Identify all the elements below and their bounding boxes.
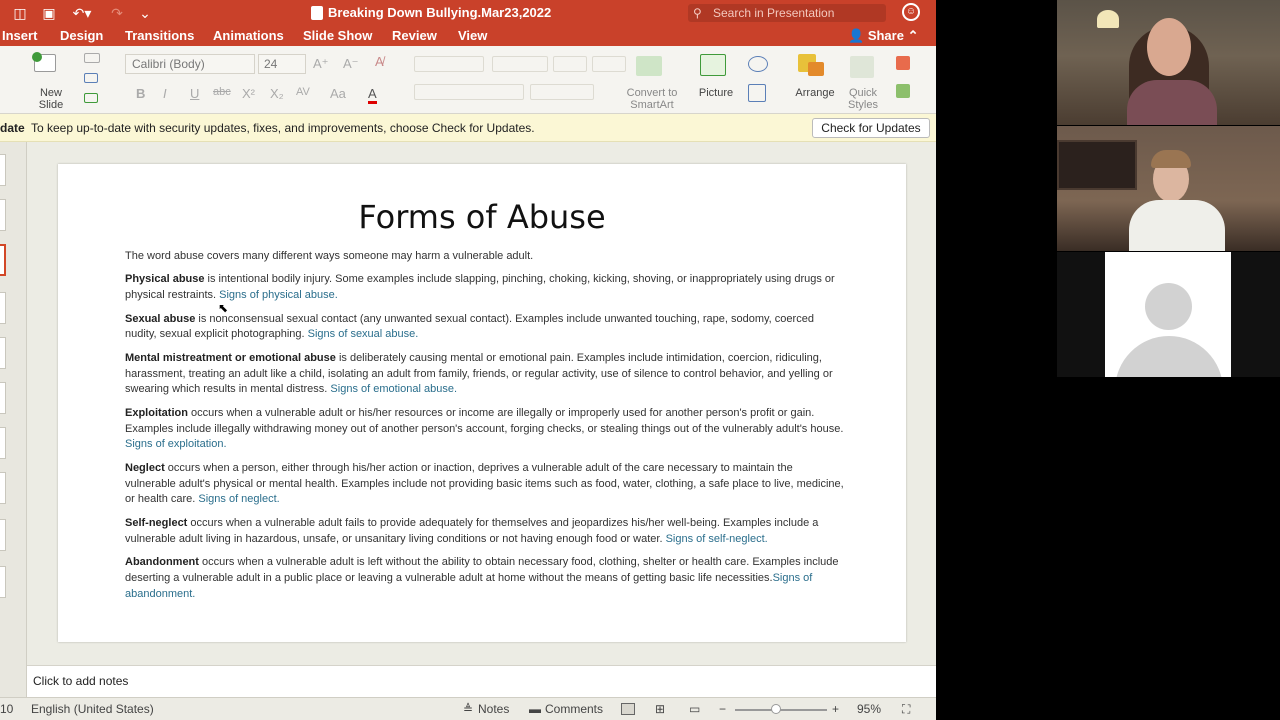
update-notification-bar [0,114,936,142]
quick-styles-button[interactable]: Quick Styles [848,87,878,111]
tab-review[interactable]: Review [392,28,437,43]
decrease-font-icon[interactable]: A⁻ [343,56,359,71]
slide-title[interactable]: Forms of Abuse [358,198,606,236]
abuse-item [125,312,845,344]
font-size-value: 24 [264,57,278,71]
text-box-icon[interactable] [748,84,766,102]
font-color-icon[interactable]: A [368,86,377,104]
reading-view-icon[interactable]: ▭ [689,702,701,716]
clear-format-icon[interactable]: A̸ [375,54,384,69]
signs-link[interactable]: Signs of exploitation. [125,438,227,451]
comments-toggle-button[interactable]: Comments [545,702,604,716]
fit-to-window-icon[interactable]: ⛶ [902,702,911,716]
add-person-icon: 👤 [848,28,865,43]
participant-video-2[interactable] [1057,126,1280,251]
abuse-description: is deliberately causing mental or emotional pain. Examples include intimidation, coercion, ridiculing, harassment, treating an adult like a child, isolating an adult from family, friends, or regular activity, use of silence to control behavior, and yelling or swearing which results in mental distress. [125,351,833,396]
font-size-select[interactable] [258,54,306,74]
abuse-term: Neglect [125,461,165,474]
abuse-term: Abandonment [125,555,199,568]
character-spacing-icon[interactable]: AV [296,86,310,98]
slide-thumbnail[interactable] [0,292,6,324]
abuse-item [125,272,845,304]
abuse-item [125,406,845,453]
font-name-value: Calibri (Body) [132,57,205,71]
slide-thumbnail[interactable] [0,472,6,504]
document-title: Breaking Down Bullying.Mar23,2022 [328,5,552,20]
bold-icon[interactable]: B [136,86,146,101]
tab-view[interactable]: View [458,28,488,43]
abuse-description: occurs when a vulnerable adult or his/her resources or income are illegally or improperly used for another person's profit or gain. Examples include illegally withdrawing money out of another person's account, forging checks, or stealing things out of the vulnerably adult's house. [125,406,844,435]
abuse-description: is intentional bodily injury. Some examples include slapping, pinching, choking, kicking, shoving, or inappropriately using drugs or physical restraints. [125,273,835,302]
normal-view-icon[interactable] [621,703,635,715]
abuse-description: is nonconsensual sexual contact (any unwanted sexual contact). Examples include unwanted touching, rape, sodomy, coerced nudity, sexual explicit photographing. [125,312,814,341]
alignment-group[interactable] [414,84,524,100]
feedback-smiley-icon[interactable]: ☺ [902,3,920,21]
slide-indicator: 10 [0,702,14,716]
slide[interactable] [58,164,906,642]
ribbon [0,46,936,114]
abuse-term: Exploitation [125,406,188,419]
signs-link[interactable]: Signs of emotional abuse. [330,383,458,396]
ribbon-tabs [0,26,936,46]
signs-link[interactable]: Signs of physical abuse. [219,289,338,302]
signs-link[interactable]: Signs of neglect. [198,493,280,506]
arrange-icon-back [808,62,824,76]
zoom-slider[interactable] [735,709,827,711]
lamp-shade [1097,10,1119,28]
abuse-term: Physical abuse [125,273,205,286]
tab-animations[interactable]: Animations [213,28,284,43]
slide-body[interactable] [125,249,845,610]
quick-styles-icon[interactable] [850,56,874,78]
participant-video-1[interactable] [1057,0,1280,125]
update-bar-label: date [0,121,25,135]
save-icon[interactable]: ▣ [42,5,56,21]
slide-thumbnail[interactable] [0,519,6,551]
zoom-in-icon[interactable]: + [832,702,840,716]
bullets-group[interactable] [414,56,484,72]
line-spacing-icon[interactable] [553,56,587,72]
participant-face [1147,18,1191,76]
avatar-placeholder [1105,252,1231,377]
share-label: Share [867,28,904,43]
slide-thumbnail[interactable] [0,382,6,414]
avatar-body-icon [1115,336,1223,377]
text-direction-group[interactable] [530,84,594,100]
notes-pane[interactable] [27,665,936,697]
document-icon [311,6,323,20]
sidebar-toggle-icon[interactable]: ◫ [13,5,27,21]
tab-transitions[interactable]: Transitions [125,28,195,43]
participant-shirt [1127,80,1217,125]
abuse-item [125,516,845,548]
participant-sweater [1129,200,1225,251]
wall-sign [1057,140,1137,190]
new-slide-button[interactable]: New Slide [38,87,64,111]
slide-thumbnail[interactable] [0,566,6,598]
abuse-term: Sexual abuse [125,312,196,325]
intro-paragraph: The word abuse covers many different ways someone may harm a vulnerable adult. [125,250,534,262]
participant-video-3[interactable] [1057,252,1280,377]
video-participants-panel [1057,0,1280,378]
shape-outline-icon[interactable] [896,84,910,98]
slide-thumbnail[interactable] [0,154,6,186]
customize-toolbar-icon[interactable]: ⌄ [139,5,151,21]
slide-thumbnail-active[interactable] [0,244,6,276]
change-case-icon[interactable]: Aa [330,86,346,101]
notes-icon: ≜ [463,702,474,716]
search-input[interactable] [688,4,886,22]
reset-icon[interactable] [84,73,98,83]
tab-slide-show[interactable]: Slide Show [303,28,373,43]
signs-link[interactable]: Signs of abandonment. [125,571,813,600]
shape-fill-icon[interactable] [896,56,910,70]
columns-icon[interactable] [592,56,626,72]
redo-icon[interactable]: ↷ [111,5,123,21]
smartart-icon[interactable] [636,56,662,76]
share-button[interactable] [848,28,918,44]
picture-icon[interactable] [700,54,726,76]
collapse-ribbon-icon[interactable]: ⌃ [907,28,919,43]
zoom-slider-handle[interactable] [771,704,781,714]
italic-icon[interactable]: I [163,86,167,101]
abuse-item [125,461,845,508]
abuse-term: Self-neglect [125,516,188,529]
tab-design[interactable]: Design [60,28,104,43]
slide-thumbnail[interactable] [0,199,6,231]
status-bar [0,697,936,720]
slide-thumbnail[interactable] [0,337,6,369]
title-bar [0,0,936,26]
shapes-icon[interactable] [748,56,768,72]
zoom-level[interactable]: 95% [857,702,882,716]
layout-icon[interactable] [84,53,100,63]
plus-icon [32,52,42,62]
superscript-icon[interactable]: X² [242,86,255,101]
abuse-description: occurs when a vulnerable adult fails to provide adequately for themselves and jeopardizes his/her well-being. Examples include a vulnerable adult living in hazardous, unsafe, or unsanitary living conditions or not having enough food or water. [125,516,819,545]
abuse-term: Mental mistreatment or emotional abuse [125,351,336,364]
increase-font-icon[interactable]: A⁺ [313,56,329,71]
font-name-select[interactable] [125,54,255,74]
zoom-out-icon[interactable]: − [719,702,727,716]
signs-link[interactable]: Signs of self-neglect. [665,532,768,545]
notes-placeholder: Click to add notes [33,674,129,688]
indent-group[interactable] [492,56,548,72]
slide-thumbnail[interactable] [0,427,6,459]
abuse-description: occurs when a person, either through his/her action or inaction, deprives a vulnerable adult of the care necessary to maintain the vulnerable adult's physical or mental health. Examples include not providing basic items such as food, water, clothing, a safe place to live, medicine, or health care. [125,461,844,506]
slide-sorter-icon[interactable]: ⊞ [655,702,666,716]
search-icon: ⚲ [693,6,702,20]
language-indicator[interactable]: English (United States) [31,702,154,716]
undo-icon[interactable]: ↶▾ [72,5,92,21]
section-icon[interactable] [84,93,98,103]
search-placeholder: Search in Presentation [713,6,835,20]
participant-hair [1151,150,1191,168]
slide-thumbnail-pane[interactable] [0,142,27,697]
avatar-head-icon [1145,283,1192,330]
convert-to-smartart-button[interactable]: Convert to SmartArt [626,87,678,111]
comments-icon: ▬ [529,702,541,716]
picture-button[interactable]: Picture [698,87,734,99]
update-bar-message: To keep up-to-date with security updates, fixes, and improvements, choose Check for Updates. [31,121,535,135]
abuse-item [125,351,845,398]
abuse-item [125,555,845,602]
abuse-description: occurs when a vulnerable adult is left without the ability to obtain necessary food, clothing, shelter or health care. Examples include deserting a vulnerable adult in a public place or leaving a vulnerable adult at home without the means of getting basic life necessities. [125,555,839,584]
subscript-icon[interactable]: X₂ [270,86,284,101]
check-for-updates-button[interactable]: Check for Updates [812,118,930,138]
notes-toggle-button[interactable]: Notes [478,702,510,716]
tab-insert[interactable]: Insert [2,28,38,43]
arrange-button[interactable]: Arrange [795,87,835,99]
underline-icon[interactable]: U [190,86,200,101]
strikethrough-icon[interactable]: abc [213,86,231,98]
signs-link[interactable]: Signs of sexual abuse. [307,328,419,341]
mouse-cursor-icon: ⬉ [218,301,229,315]
